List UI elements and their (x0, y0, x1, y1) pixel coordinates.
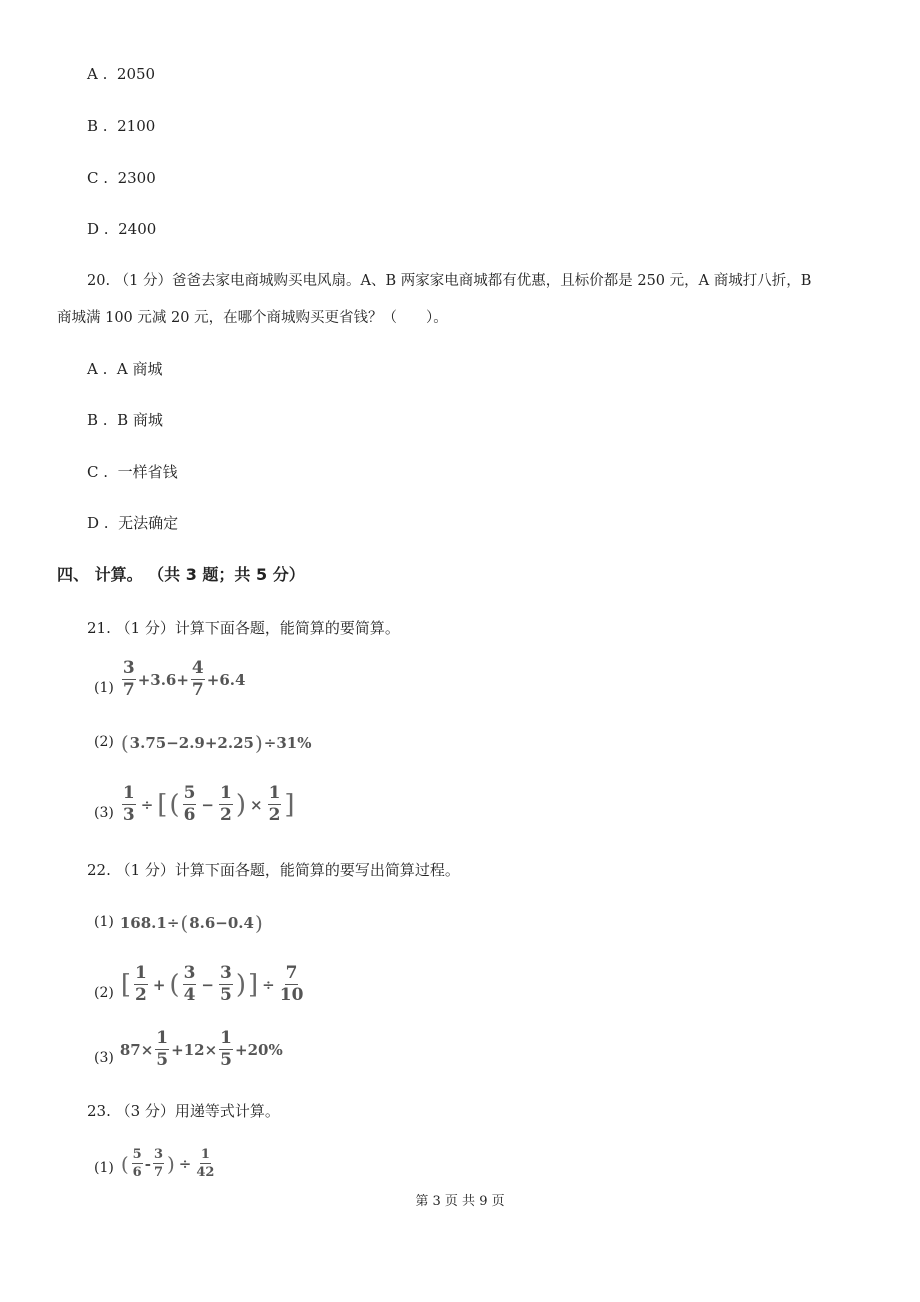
q21-expression-3: $\frac{1}{3}$ ÷ [ ( $\frac{5}{6}$ − $\frac{1}{2}$ ) × $\frac{1}{2}$ ] (122, 783, 295, 825)
q22-stem: 22. （1 分）计算下面各题，能简算的要写出简算过程。 (87, 861, 460, 879)
q22-expression-2: [ $\frac{1}{2}$ + ( $\frac{3}{4}$ − $\frac{3}{5}$ ) ] ÷ $\frac{7}{10}$ (120, 963, 304, 1005)
q19-option-a: A . 2050 (87, 65, 156, 83)
q19-option-b: B . 2100 (87, 117, 156, 135)
q21-item-1: (1) $\frac{3}{7}$ +3.6+ $\frac{4}{7}$ +6.4 (94, 658, 246, 700)
section-heading: 四、 计算。 （共 3 题；共 5 分） (57, 565, 305, 584)
q22-item-2: (2) [ $\frac{1}{2}$ + ( $\frac{3}{4}$ − $\frac{3}{5}$ ) ] ÷ $\frac{7}{10}$ (94, 963, 304, 1005)
q20-option-d: D . 无法确定 (87, 514, 179, 532)
q21-stem: 21. （1 分）计算下面各题，能简算的要简算。 (87, 619, 400, 637)
q20-stem-line1: 20. （1 分）爸爸去家电商城购买电风扇。A、B 两家家电商城都有优惠，且标价都是 250 元，A 商城打八折，B (87, 273, 812, 289)
q19-option-c: C . 2300 (87, 169, 156, 187)
q22-expression-3: 87× $\frac{1}{5}$ +12× $\frac{1}{5}$ +20% (119, 1028, 283, 1070)
q21-item-3: (3) $\frac{1}{3}$ ÷ [ ( $\frac{5}{6}$ − $\frac{1}{2}$ ) × $\frac{1}{2}$ ] (94, 783, 295, 825)
q21-expression-2: ( 3.75−2.9+2.25 ) ÷31% (120, 731, 312, 755)
q20-option-c: C . 一样省钱 (87, 463, 178, 481)
q23-expression-1: ( $\frac{5}{6}$ - $\frac{3}{7}$ ) ÷ $\frac{1}{42}$ (120, 1147, 215, 1180)
q19-option-d: D . 2400 (87, 220, 157, 238)
q21-expression-1: $\frac{3}{7}$ +3.6+ $\frac{4}{7}$ +6.4 (122, 658, 246, 700)
q21-item-2: (2) ( 3.75−2.9+2.25 ) ÷31% (94, 731, 312, 755)
q20-option-b: B . B 商城 (87, 411, 163, 429)
q22-item-3: (3) 87× $\frac{1}{5}$ +12× $\frac{1}{5}$ +20% (94, 1028, 283, 1070)
q23-stem: 23. （3 分）用递等式计算。 (87, 1102, 280, 1120)
q20-option-a: A . A 商城 (87, 360, 163, 378)
q22-item-1: (1) 168.1÷ ( 8.6−0.4 ) (94, 911, 263, 935)
q23-item-1: (1) ( $\frac{5}{6}$ - $\frac{3}{7}$ ) ÷ $\frac{1}{42}$ (94, 1147, 215, 1180)
page-footer: 第 3 页 共 9 页 (415, 1194, 505, 1209)
q20-stem-line2: 商城满 100 元减 20 元，在哪个商城购买更省钱？（ ）。 (57, 310, 448, 326)
q22-expression-1: 168.1÷ ( 8.6−0.4 ) (119, 911, 263, 935)
